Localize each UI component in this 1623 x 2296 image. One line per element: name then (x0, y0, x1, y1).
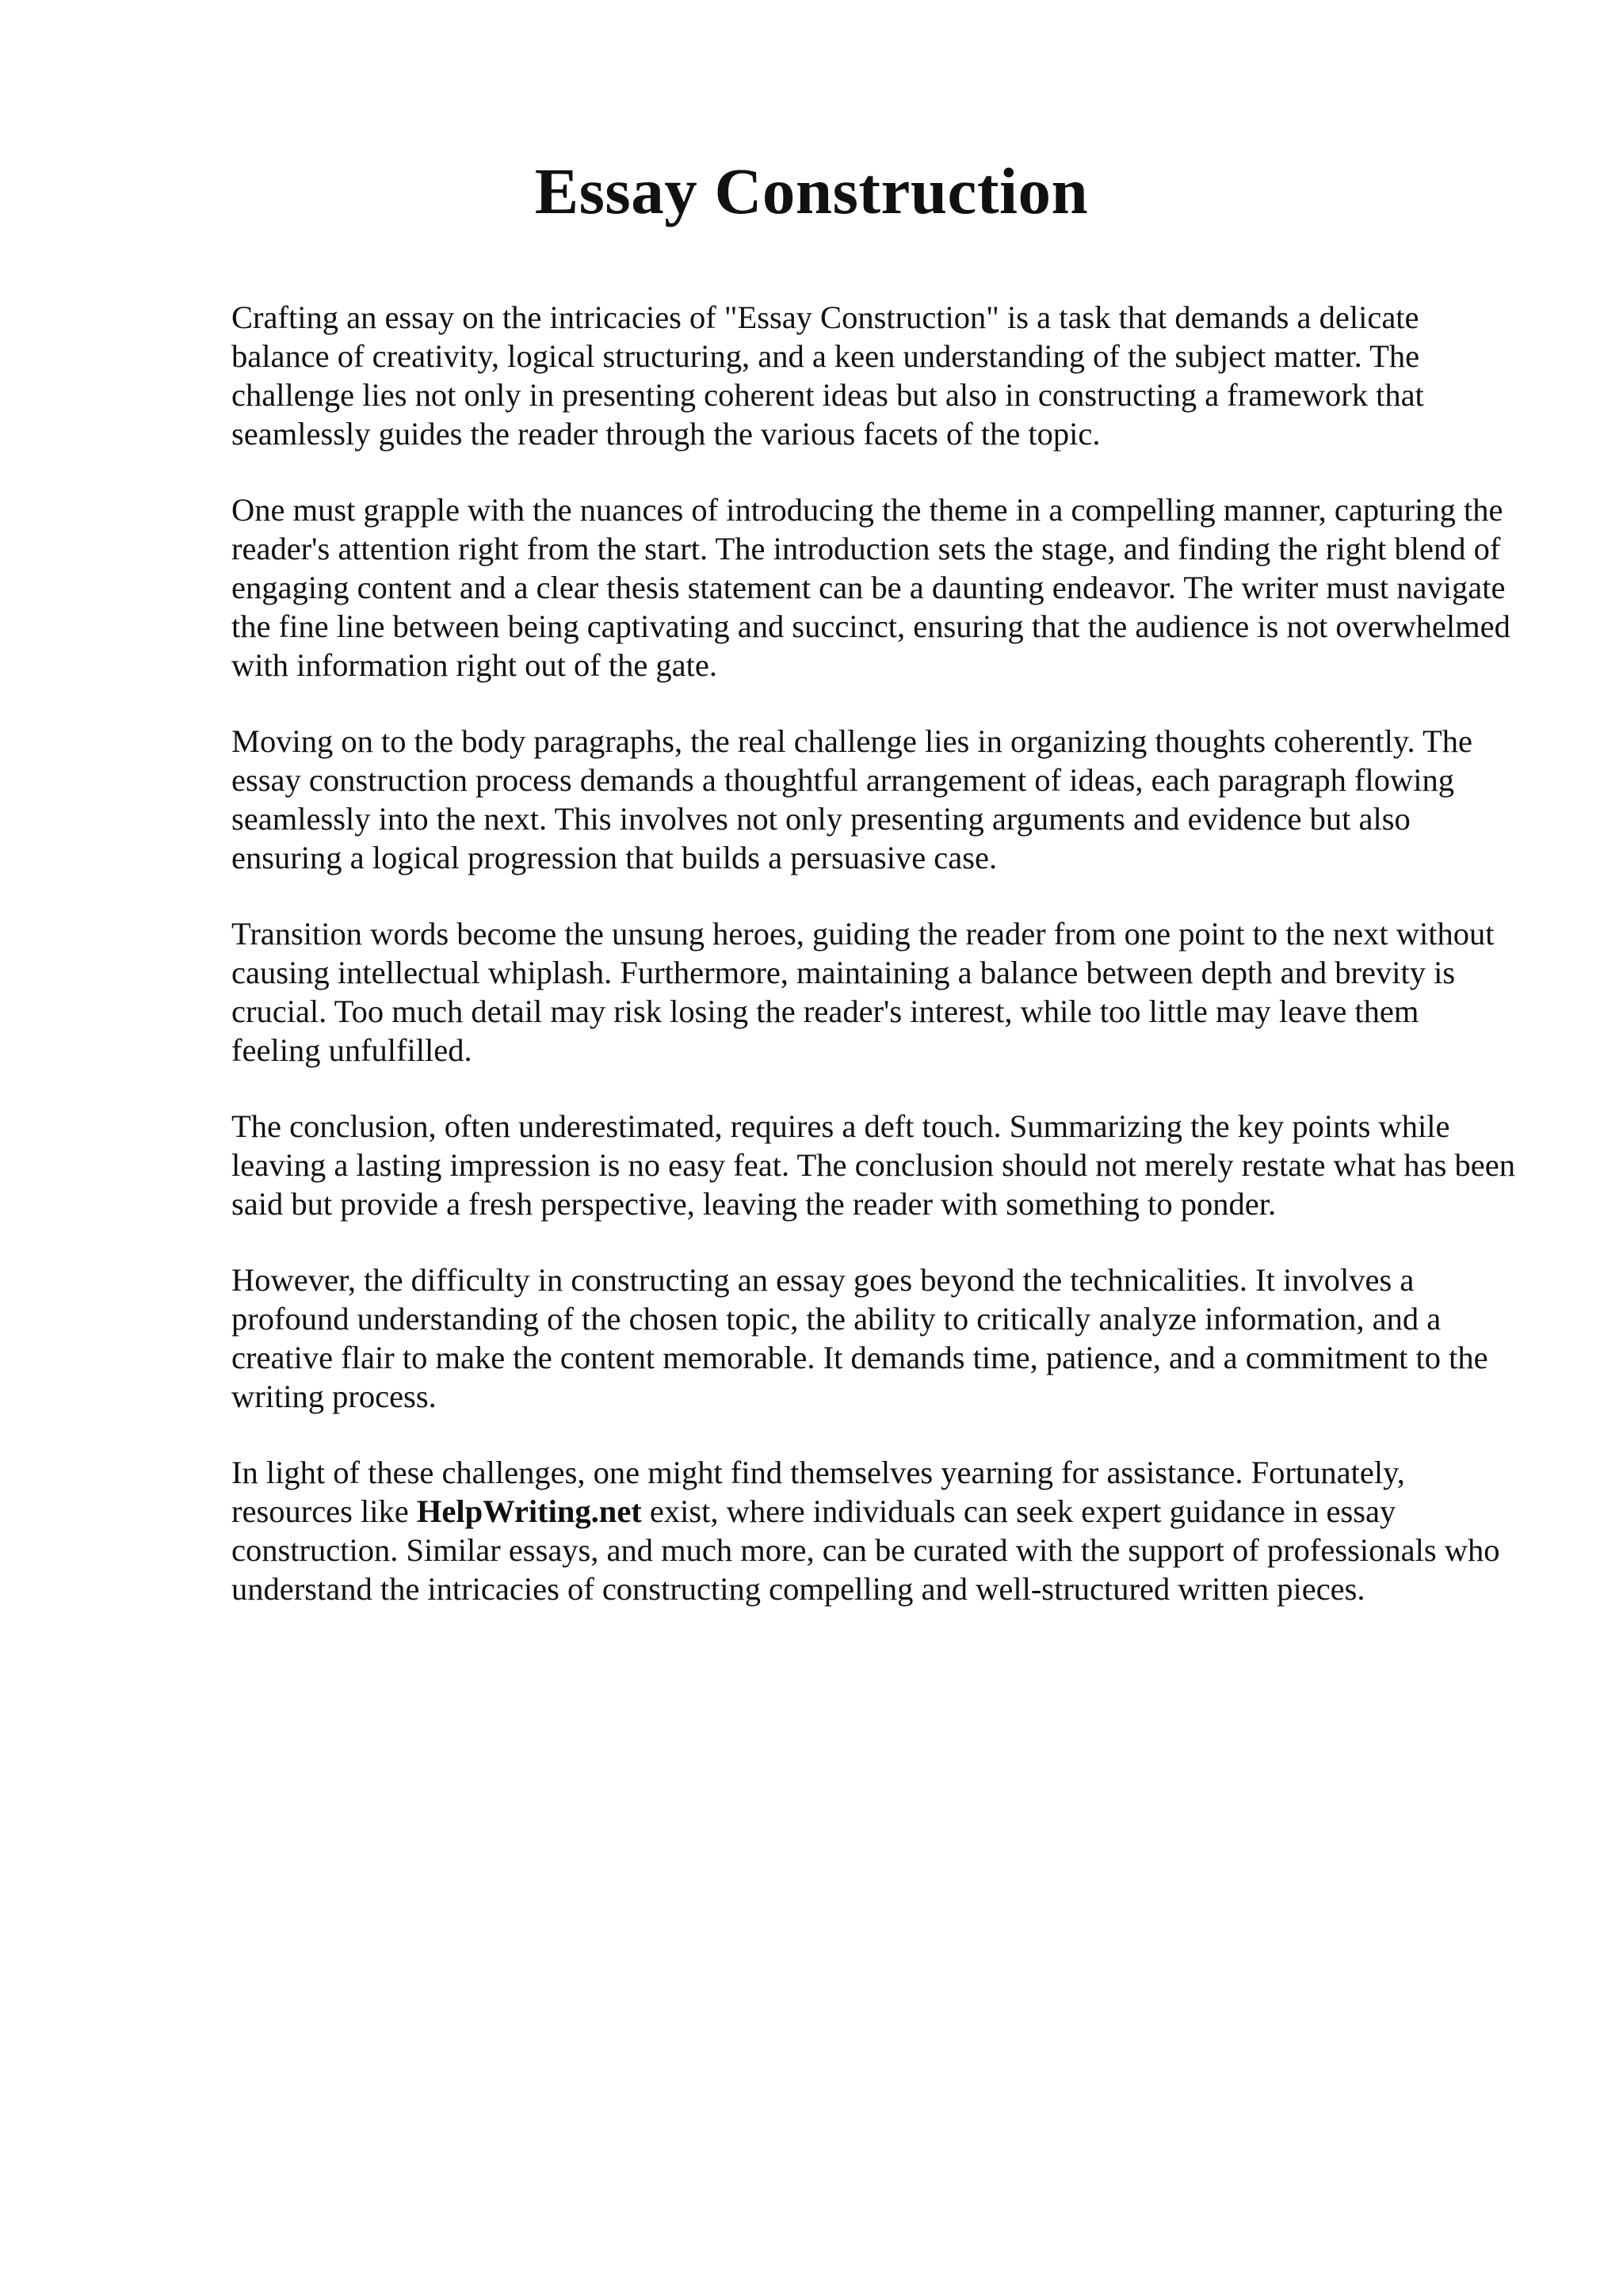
paragraph-1: Crafting an essay on the intricacies of "Essay Construction" is a task that demands a delicate balance of creativity, logical structuring, and a keen understanding of the subject matter. The challenge lies not only in presenting coherent ideas but also in constructing a framework that seamlessly guides the reader through the various facets of the topic. (231, 299, 1424, 452)
document-body (231, 298, 1515, 1646)
paragraph-4: Transition words become the unsung heroes, guiding the reader from one point to the next without causing intellectual whiplash. Furthermore, maintaining a balance between depth and brevity is crucial. Too much detail may risk losing the reader's interest, while too little may leave them feeling unfulfilled. (231, 916, 1495, 1068)
paragraph-2: One must grapple with the nuances of introducing the theme in a compelling manner, capturing the reader's attention right from the start. The introduction sets the stage, and finding the right blend of engaging content and a clear thesis statement can be a daunting endeavor. The writer must navigate the fine line between being captivating and succinct, ensuring that the audience is not overwhelmed with information right out of the gate. (231, 492, 1510, 683)
paragraph-3: Moving on to the body paragraphs, the real challenge lies in organizing thoughts coherently. The essay construction process demands a thoughtful arrangement of ideas, each paragraph flowing seamlessly into the next. This involves not only presenting arguments and evidence but also ensuring a logical progression that builds a persuasive case. (231, 723, 1472, 875)
paragraph-7-text-after: exist, where individuals can seek expert guidance in essay construction. Similar essays, and much more, can be curated with the support of professionals who understand the intricacies of constructing compelling and well-structured written pieces. (231, 1493, 1500, 1607)
paragraph-7 (231, 1453, 1515, 1608)
paragraph-5: The conclusion, often underestimated, requires a deft touch. Summarizing the key points while leaving a lasting impression is no easy feat. The conclusion should not merely restate what has been said but provide a fresh perspective, leaving the reader with something to ponder. (231, 1108, 1515, 1222)
paragraph-6: However, the difficulty in constructing an essay goes beyond the technicalities. It involves a profound understanding of the chosen topic, the ability to critically analyze information, and a creative flair to make the content memorable. It demands time, patience, and a commitment to the writing process. (231, 1262, 1488, 1414)
helpwriting-link[interactable]: HelpWriting.net (416, 1493, 642, 1529)
document-title: Essay Construction (534, 154, 1089, 227)
paragraph-7-text-before: In light of these challenges, one might find themselves yearning for assistance. Fortunately, resources like (231, 1455, 1405, 1529)
